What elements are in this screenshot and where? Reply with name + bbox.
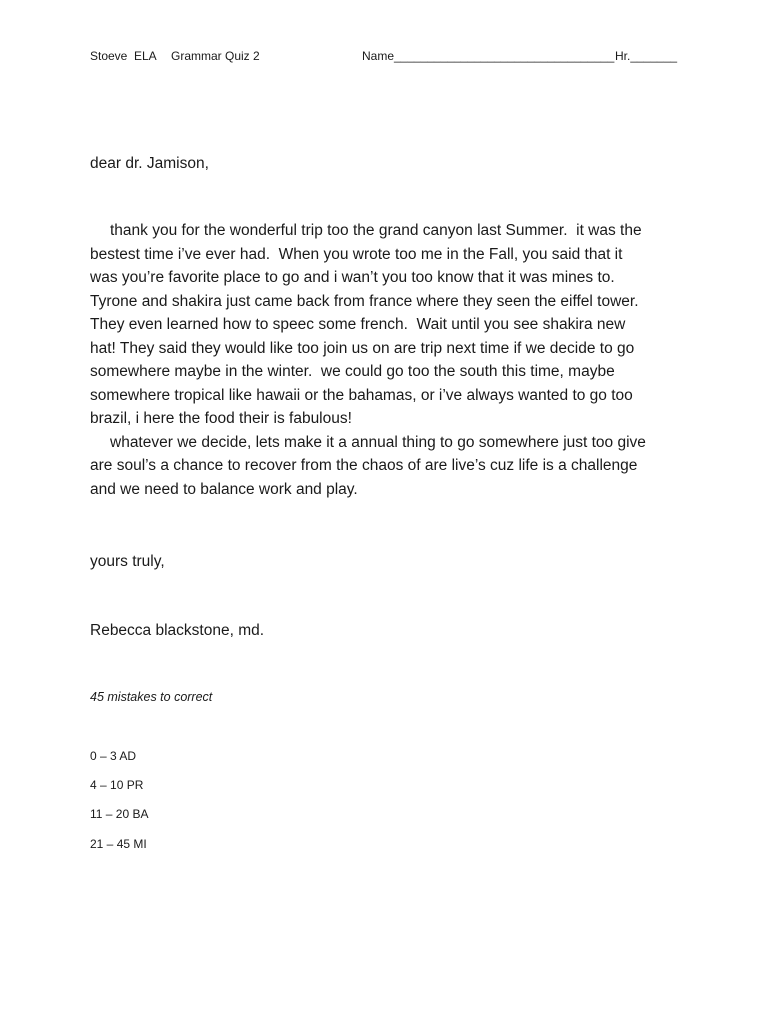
paragraph-line: hat! They said they would like too join us on are trip next time if we decide to go: [90, 339, 635, 357]
letter-body: [90, 219, 690, 501]
letter-paragraph-2: [90, 431, 690, 502]
teacher-name: Stoeve: [90, 49, 128, 63]
grading-scale-item: 4 – 10 PR: [90, 778, 144, 792]
page-header: [90, 47, 690, 65]
paragraph-line: bestest time i’ve ever had. When you wrote too me in the Fall, you said that it: [90, 245, 623, 263]
letter-signature: Rebecca blackstone, md.: [90, 622, 265, 639]
grading-scale-item: 21 – 45 MI: [90, 837, 147, 851]
paragraph-line: are soul’s a chance to recover from the chaos of are live’s cuz life is a challenge: [90, 457, 638, 474]
subject-label: ELA: [134, 49, 157, 63]
mistakes-note: 45 mistakes to correct: [90, 690, 213, 704]
paragraph-line: somewhere maybe in the winter. we could go too the south this time, maybe: [90, 363, 615, 380]
paragraph-line: was you’re favorite place to go and i wan’t you too know that it was mines to.: [90, 269, 615, 286]
paragraph-line: Tyrone and shakira just came back from france where they seen the eiffel tower.: [90, 292, 639, 310]
letter-paragraph-1: [90, 219, 690, 431]
letter-closing: yours truly,: [90, 553, 165, 570]
student-name-field: Name_________________________________: [362, 49, 615, 63]
paragraph-line: somewhere tropical like hawaii or the bahamas, or i’ve always wanted to go too: [90, 386, 633, 404]
hour-field: Hr._______: [615, 49, 678, 63]
letter-salutation: dear dr. Jamison,: [90, 155, 209, 172]
paragraph-line: They even learned how to speec some french. Wait until you see shakira new: [90, 316, 626, 333]
grading-scale-item: 0 – 3 AD: [90, 749, 137, 763]
paragraph-line: and we need to balance work and play.: [90, 480, 358, 498]
paragraph-line: thank you for the wonderful trip too the grand canyon last Summer. it was the: [110, 222, 642, 239]
grading-scale-item: 11 – 20 BA: [90, 807, 149, 821]
quiz-title: Grammar Quiz 2: [171, 49, 260, 63]
paragraph-line: brazil, i here the food their is fabulous!: [90, 410, 352, 427]
paragraph-line: whatever we decide, lets make it a annual thing to go somewhere just too give: [110, 433, 646, 451]
